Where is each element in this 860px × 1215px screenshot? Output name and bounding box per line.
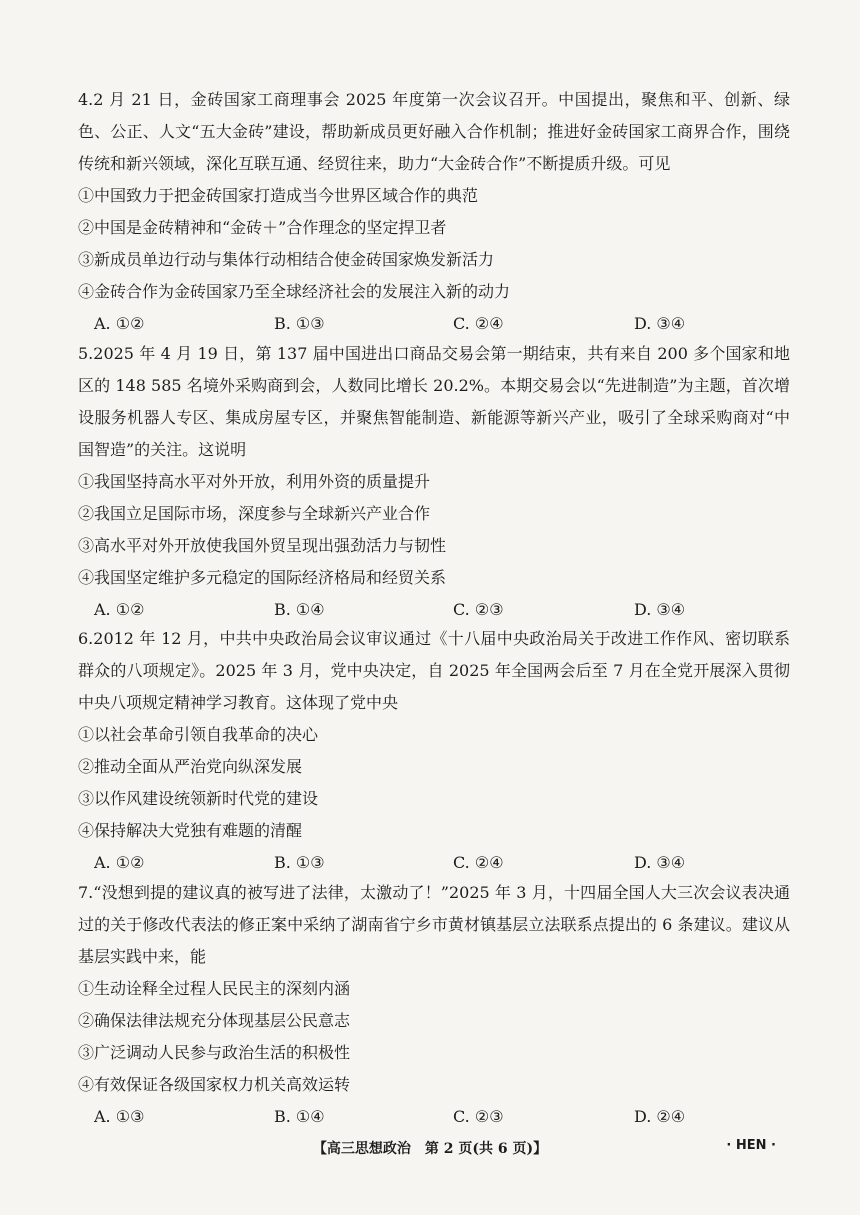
choice-d[interactable]: D. ②④ bbox=[634, 1107, 686, 1126]
question-7 bbox=[78, 877, 790, 1133]
choice-a[interactable]: A. ①② bbox=[94, 853, 145, 872]
answer-choices bbox=[78, 308, 790, 340]
statement-1: ①我国坚持高水平对外开放，利用外资的质量提升 bbox=[78, 472, 431, 491]
choice-a[interactable]: A. ①② bbox=[94, 600, 145, 619]
choice-d[interactable]: D. ③④ bbox=[634, 853, 686, 872]
statement-4: ④有效保证各级国家权力机关高效运转 bbox=[78, 1075, 351, 1094]
choice-d[interactable]: D. ③④ bbox=[634, 314, 686, 333]
statement-3: ③广泛调动人民参与政治生活的积极性 bbox=[78, 1043, 351, 1062]
question-stem: 6.2012 年 12 月，中共中央政治局会议审议通过《十八届中央政治局关于改进工作作风、密切联系群众的八项规定》。2025 年 3 月，党中央决定，自 2025 年全国两会后至 7 月在全党开展深入贯彻中央八项规定精神学习教育。这体现了党中央 bbox=[78, 629, 790, 712]
question-stem: 5.2025 年 4 月 19 日，第 137 届中国进出口商品交易会第一期结束，共有来自 200 多个国家和地区的 148 585 名境外采购商到会，人数同比增长 20.2%。本期交易会以“先进制造”为主题，首次增设服务机器人专区、集成房屋专区，并聚焦智能制造、新能源等新兴产业，吸引了全球采购商对“中国智造”的关注。这说明 bbox=[78, 344, 790, 459]
choice-c[interactable]: C. ②③ bbox=[453, 600, 504, 619]
statement-3: ③以作风建设统领新时代党的建设 bbox=[78, 789, 319, 808]
question-stem: 7.“没想到提的建议真的被写进了法律，太激动了！”2025 年 3 月，十四届全国人大三次会议表决通过的关于修改代表法的修正案中采纳了湖南省宁乡市黄材镇基层立法联系点提出的 6 条建议。建议从基层实践中来，能 bbox=[78, 883, 790, 966]
statement-4: ④金砖合作为金砖国家乃至全球经济社会的发展注入新的动力 bbox=[78, 282, 511, 301]
question-4 bbox=[78, 84, 790, 340]
statement-3: ③新成员单边行动与集体行动相结合使金砖国家焕发新活力 bbox=[78, 250, 495, 269]
choice-b[interactable]: B. ①③ bbox=[274, 314, 325, 333]
choice-c[interactable]: C. ②④ bbox=[453, 314, 504, 333]
page-footer bbox=[0, 1136, 860, 1160]
answer-choices bbox=[78, 847, 790, 879]
statement-1: ①以社会革命引领自我革命的决心 bbox=[78, 725, 319, 744]
choice-d[interactable]: D. ③④ bbox=[634, 600, 686, 619]
statement-3: ③高水平对外开放使我国外贸呈现出强劲活力与韧性 bbox=[78, 536, 447, 555]
statement-4: ④我国坚定维护多元稳定的国际经济格局和经贸关系 bbox=[78, 568, 447, 587]
choice-b[interactable]: B. ①④ bbox=[274, 600, 325, 619]
question-5 bbox=[78, 338, 790, 626]
statement-4: ④保持解决大党独有难题的清醒 bbox=[78, 821, 303, 840]
choice-a[interactable]: A. ①③ bbox=[94, 1107, 145, 1126]
statement-1: ①中国致力于把金砖国家打造成当今世界区域合作的典范 bbox=[78, 186, 479, 205]
choice-b[interactable]: B. ①③ bbox=[274, 853, 325, 872]
page-number-label: 【高三思想政治 第 2 页(共 6 页)】 bbox=[312, 1141, 548, 1157]
choice-b[interactable]: B. ①④ bbox=[274, 1107, 325, 1126]
statement-2: ②中国是金砖精神和“金砖＋”合作理念的坚定捍卫者 bbox=[78, 218, 447, 237]
statement-2: ②确保法律法规充分体现基层公民意志 bbox=[78, 1011, 351, 1030]
question-stem: 4.2 月 21 日，金砖国家工商理事会 2025 年度第一次会议召开。中国提出，聚焦和平、创新、绿色、公正、人文“五大金砖”建设，帮助新成员更好融入合作机制；推进好金砖国家工商界合作，围绕传统和新兴领域，深化互联互通、经贸往来，助力“大金砖合作”不断提质升级。可见 bbox=[78, 90, 790, 173]
choice-c[interactable]: C. ②③ bbox=[453, 1107, 504, 1126]
statement-1: ①生动诠释全过程人民民主的深刻内涵 bbox=[78, 979, 351, 998]
choice-c[interactable]: C. ②④ bbox=[453, 853, 504, 872]
answer-choices bbox=[78, 1101, 790, 1133]
exam-code: · HEN · bbox=[726, 1138, 776, 1153]
question-6 bbox=[78, 623, 790, 879]
statement-2: ②推动全面从严治党向纵深发展 bbox=[78, 757, 303, 776]
statement-2: ②我国立足国际市场，深度参与全球新兴产业合作 bbox=[78, 504, 431, 523]
choice-a[interactable]: A. ①② bbox=[94, 314, 145, 333]
answer-choices bbox=[78, 594, 790, 626]
